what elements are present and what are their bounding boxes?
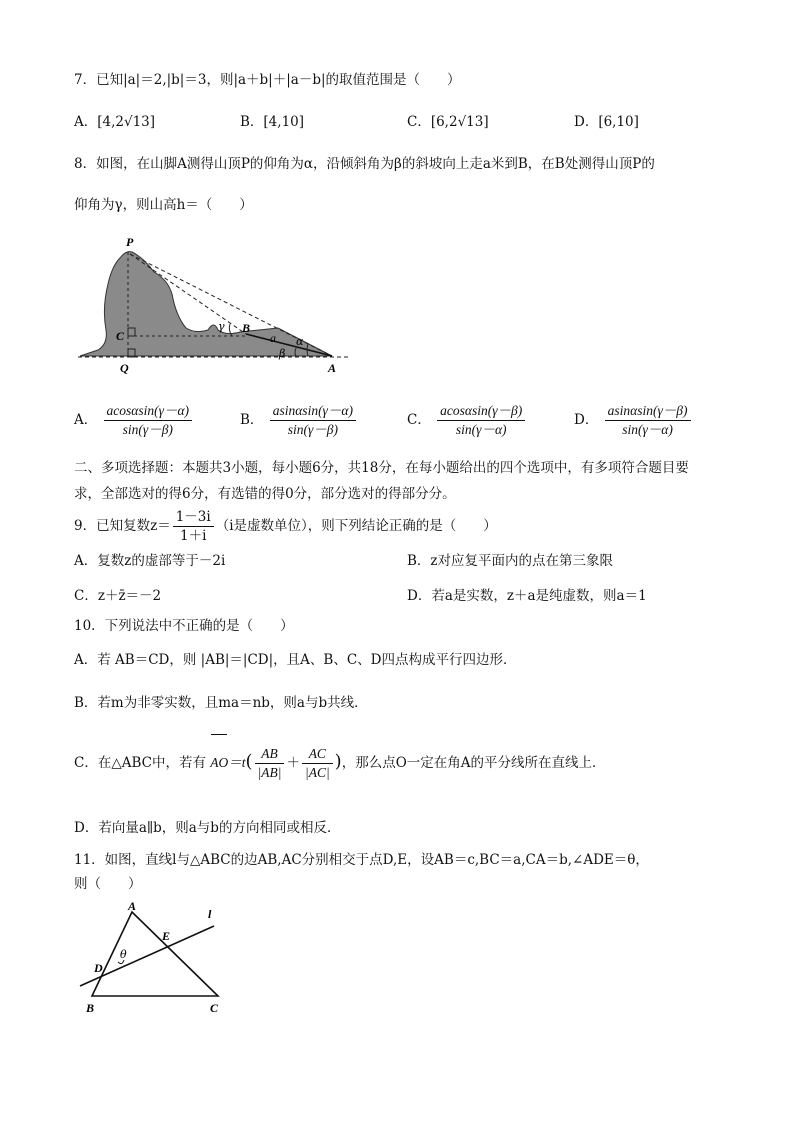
label-c: C: [210, 1001, 219, 1015]
q8-stem-line1: 8．如图，在山脚A测得山顶P的仰角为α，沿倾斜角为β的斜坡向上走a米到B，在B处测得山顶P的: [74, 156, 655, 172]
label-a-length: a: [270, 331, 276, 345]
q9-option-c: C．z＋z̄＝－2: [74, 588, 162, 604]
q10-option-c-prefix: C．在△ABC中，若有: [74, 755, 206, 771]
q7-option-d: D．[6,10]: [574, 114, 639, 130]
q8-option-a-den: sin(γ－β): [122, 422, 173, 437]
q8-option-b-num: asinαsin(γ－α): [270, 402, 356, 421]
q8-option-a: [74, 402, 194, 439]
label-a-point: A: [328, 361, 337, 375]
q8-option-b: [240, 402, 358, 439]
q8-option-d-fraction: [605, 402, 691, 439]
label-l: l: [208, 907, 212, 921]
label-a: A: [128, 900, 137, 913]
q9-fraction: [173, 508, 214, 545]
q7-option-b: B．[4,10]: [240, 114, 305, 130]
left-paren: (: [245, 751, 253, 772]
q8-option-c-den: sin(γ－α): [455, 422, 507, 437]
q9-stem: [74, 508, 730, 545]
q9-option-a: A．复数z的虚部等于－2i: [74, 553, 226, 569]
q10-option-c-plus: ＋: [286, 755, 300, 771]
q10-option-d: D．若向量a∥b，则a与b的方向相同或相反．: [74, 820, 341, 836]
q8-option-b-fraction: [270, 402, 356, 439]
q9-stem-prefix: 9．已知复数z＝: [74, 518, 171, 534]
q9-option-b: B．z对应复平面内的点在第三象限: [407, 553, 614, 569]
label-beta: β: [279, 347, 286, 360]
label-theta: θ: [120, 948, 127, 961]
label-alpha: α: [296, 335, 304, 348]
q10-option-c: [74, 736, 730, 789]
q10-option-b: B．若m为非零实数，且ma＝nb，则a与b共线．: [74, 695, 368, 711]
triangle-abc: [92, 912, 218, 996]
q8-option-a-fraction: [104, 402, 192, 439]
line-l: [80, 926, 214, 986]
section2-instructions-line1: 二、多项选择题：本题共3小题，每小题6分，共18分，在每小题给出的四个选项中，有多项符合题目要: [74, 460, 689, 476]
q8-stem-line2: 仰角为γ，则山高h＝（ ）: [74, 197, 253, 213]
q8-option-d-letter: D．: [574, 412, 599, 428]
q9-fraction-num: 1－3i: [173, 508, 214, 527]
q9-stem-suffix: （i是虚数单位），则下列结论正确的是（ ）: [215, 518, 497, 534]
q8-option-a-letter: A．: [74, 412, 98, 428]
label-b: B: [86, 1001, 95, 1015]
q11-stem-line1: 11．如图，直线l与△ABC的边AB,AC分别相交于点D,E，设AB＝c,BC＝a,CA＝b,∠ADE＝θ，: [74, 852, 649, 868]
q10-option-c-eq: ＝t: [228, 755, 246, 770]
q7-option-a: A．[4,2√13]: [74, 114, 156, 130]
label-c: C: [116, 329, 125, 343]
q8-option-c: [407, 402, 527, 439]
q10-option-c-frac1: [255, 745, 285, 782]
label-gamma: γ: [218, 320, 225, 333]
q8-option-b-den: sin(γ－β): [287, 422, 338, 437]
q10-option-c-frac1-den: |AB|: [257, 765, 282, 780]
q7-option-c: C．[6,2√13]: [407, 114, 489, 130]
q10-option-c-suffix: ，那么点O一定在角A的平分线所在直线上．: [341, 755, 606, 771]
q8-option-a-num: acosαsin(γ－α): [104, 402, 192, 421]
q11-stem-line2: 则（ ）: [74, 876, 142, 892]
q10-option-c-frac2-den: |AC|: [304, 765, 330, 780]
q10-option-c-vec-ao: AO: [210, 737, 228, 789]
section2-instructions-line2: 求，全部选对的得6分，有选错的得0分，部分选对的得部分分。: [74, 486, 456, 502]
label-b-point: B: [242, 321, 251, 335]
q9-option-d: D．若a是实数，z＋a是纯虚数，则a＝1: [407, 588, 647, 604]
q8-option-c-letter: C．: [407, 412, 431, 428]
q9-fraction-den: 1＋i: [179, 528, 207, 544]
label-q: Q: [120, 361, 129, 375]
q10-stem: 10．下列说法中不正确的是（ ）: [74, 618, 294, 634]
q8-option-c-fraction: [437, 402, 525, 439]
q8-option-d-num: asinαsin(γ－β): [605, 402, 691, 421]
label-p: P: [126, 235, 134, 249]
q8-option-d-den: sin(γ－α): [622, 422, 673, 437]
q8-mountain-figure: [70, 232, 370, 377]
right-paren: ): [334, 751, 342, 772]
q8-option-d: [574, 402, 693, 439]
q10-option-c-frac2: [302, 745, 333, 782]
q11-triangle-figure: [74, 900, 234, 1020]
q8-option-b-letter: B．: [240, 412, 264, 428]
label-d: D: [94, 961, 103, 975]
q8-option-c-num: acosαsin(γ－β): [437, 402, 525, 421]
q7-stem: 7．已知|a|＝2,|b|＝3，则|a＋b|＋|a－b|的取值范围是（ ）: [74, 72, 461, 88]
q10-option-a: A．若 AB＝CD，则 |AB|＝|CD|，且A、B、C、D四点构成平行四边形．: [74, 652, 517, 668]
q10-option-c-frac2-num: AC: [302, 745, 333, 764]
q10-option-c-frac1-num: AB: [255, 745, 285, 764]
label-e: E: [162, 929, 171, 943]
